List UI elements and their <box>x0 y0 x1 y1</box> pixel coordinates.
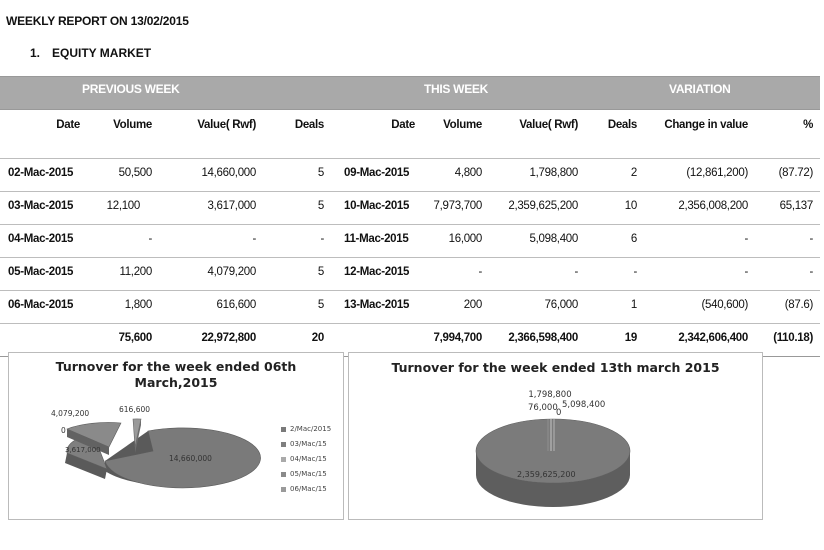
section-title: EQUITY MARKET <box>52 46 152 60</box>
total-cell: 19 <box>624 332 637 344</box>
table-cell: (540,600) <box>701 299 748 311</box>
section-heading <box>30 46 151 60</box>
table-cell: 11-Mac-2015 <box>344 233 409 245</box>
table-cell: 65,137 <box>779 200 813 212</box>
table-cell: 10-Mac-2015 <box>344 200 410 212</box>
pie-chart-this-week <box>348 352 763 520</box>
table-cell: 3,617,000 <box>207 200 256 212</box>
column-header-row <box>0 110 820 159</box>
legend-item <box>281 485 327 493</box>
table-cell: 7,973,700 <box>433 200 482 212</box>
table-cell: 1,800 <box>124 299 152 311</box>
total-cell: 7,994,700 <box>433 332 482 344</box>
data-label: 616,600 <box>119 405 151 414</box>
table-cell: 12,100 <box>106 200 140 212</box>
table-cell: 200 <box>463 299 482 311</box>
chart-title: Turnover for the week ended 06th March,2015 <box>55 359 297 390</box>
col-header: Volume <box>443 119 482 131</box>
table-cell: - <box>574 266 578 278</box>
table-cell: 10 <box>624 200 637 212</box>
table-cell: 5 <box>317 299 324 311</box>
col-header: Deals <box>607 119 637 131</box>
table-cell: 4,800 <box>454 167 482 179</box>
total-cell: 22,972,800 <box>201 332 256 344</box>
table-cell: 5 <box>317 266 324 278</box>
legend-label: 05/Mac/15 <box>290 470 327 478</box>
table-cell: 14,660,000 <box>201 167 256 179</box>
table-cell: (87.72) <box>778 167 813 179</box>
chart-title: Turnover for the week ended 13th march 2015 <box>391 360 720 375</box>
data-label: 2,359,625,200 <box>517 470 576 479</box>
col-header: Date <box>391 119 415 131</box>
col-header: Change in value <box>664 119 748 131</box>
table-row <box>0 291 820 324</box>
table-cell: 5 <box>317 200 324 212</box>
table-row <box>0 192 820 225</box>
table-cell: 76,000 <box>544 299 578 311</box>
table-cell: 05-Mac-2015 <box>8 266 74 278</box>
table-cell: 06-Mac-2015 <box>8 299 74 311</box>
col-header: Date <box>56 119 80 131</box>
col-header: Volume <box>113 119 152 131</box>
total-cell: 2,342,606,400 <box>678 332 748 344</box>
table-cell: 2,359,625,200 <box>508 200 578 212</box>
table-row <box>0 258 820 291</box>
table-cell: 03-Mac-2015 <box>8 200 74 212</box>
table-cell: - <box>148 233 152 245</box>
table-cell: 50,500 <box>118 167 152 179</box>
legend-item <box>281 440 327 448</box>
col-header: Value( Rwf) <box>197 119 256 131</box>
table-cell: - <box>252 233 256 245</box>
table-cell: - <box>809 266 813 278</box>
total-cell: 75,600 <box>118 332 152 344</box>
table-cell: - <box>633 266 637 278</box>
table-cell: - <box>744 266 748 278</box>
table-row <box>0 225 820 258</box>
legend-item <box>281 470 327 478</box>
total-cell: 2,366,598,400 <box>508 332 578 344</box>
table-cell: 2 <box>630 167 637 179</box>
legend-label: 04/Mac/15 <box>290 455 327 463</box>
table-cell: 1,798,800 <box>529 167 578 179</box>
table-cell: 616,600 <box>216 299 256 311</box>
group-previous-week: PREVIOUS WEEK <box>82 82 180 96</box>
data-label: 76,000 <box>528 403 558 413</box>
table-cell: - <box>809 233 813 245</box>
col-header: Deals <box>294 119 324 131</box>
table-cell: 02-Mac-2015 <box>8 167 74 179</box>
pie-svg <box>349 353 762 519</box>
section-number: 1. <box>30 46 41 60</box>
data-label: 0 <box>556 408 562 418</box>
table-cell: (12,861,200) <box>686 167 748 179</box>
table-cell: 11,200 <box>119 266 152 278</box>
legend-label: 06/Mac/15 <box>290 485 327 493</box>
table-cell: - <box>320 233 324 245</box>
table-cell: 12-Mac-2015 <box>344 266 410 278</box>
table-cell: 4,079,200 <box>207 266 256 278</box>
data-label: 0 <box>61 426 66 435</box>
table-cell: 13-Mac-2015 <box>344 299 410 311</box>
col-header: % <box>803 119 813 131</box>
table-cell: 6 <box>630 233 637 245</box>
table-cell: 04-Mac-2015 <box>8 233 74 245</box>
table-cell: (87.6) <box>784 299 813 311</box>
table-cell: - <box>744 233 748 245</box>
group-header-row <box>0 76 820 110</box>
legend-item <box>281 425 331 433</box>
report-title: WEEKLY REPORT ON 13/02/2015 <box>6 14 189 28</box>
table-row <box>0 159 820 192</box>
total-cell: 20 <box>311 332 324 344</box>
group-this-week: THIS WEEK <box>424 82 488 96</box>
pie-svg <box>9 353 343 519</box>
legend-label: 2/Mac/2015 <box>290 425 332 433</box>
table-cell: 09-Mac-2015 <box>344 167 410 179</box>
data-label: 4,079,200 <box>51 409 90 418</box>
table-cell: 16,000 <box>448 233 482 245</box>
equity-table <box>0 76 820 357</box>
legend-item <box>281 455 327 463</box>
data-label: 14,660,000 <box>169 454 212 463</box>
table-cell: 1 <box>630 299 637 311</box>
table-cell: 5 <box>317 167 324 179</box>
data-label: 5,098,400 <box>562 400 606 410</box>
pie-chart-previous-week <box>8 352 344 520</box>
table-cell: - <box>478 266 482 278</box>
data-label: 1,798,800 <box>528 390 572 400</box>
table-cell: 5,098,400 <box>529 233 578 245</box>
table-cell: 2,356,008,200 <box>678 200 748 212</box>
data-label: 3,617,000 <box>65 446 101 454</box>
col-header: Value( Rwf) <box>519 119 578 131</box>
group-variation: VARIATION <box>669 82 731 96</box>
legend-label: 03/Mac/15 <box>290 440 327 448</box>
total-cell: (110.18) <box>773 332 813 344</box>
